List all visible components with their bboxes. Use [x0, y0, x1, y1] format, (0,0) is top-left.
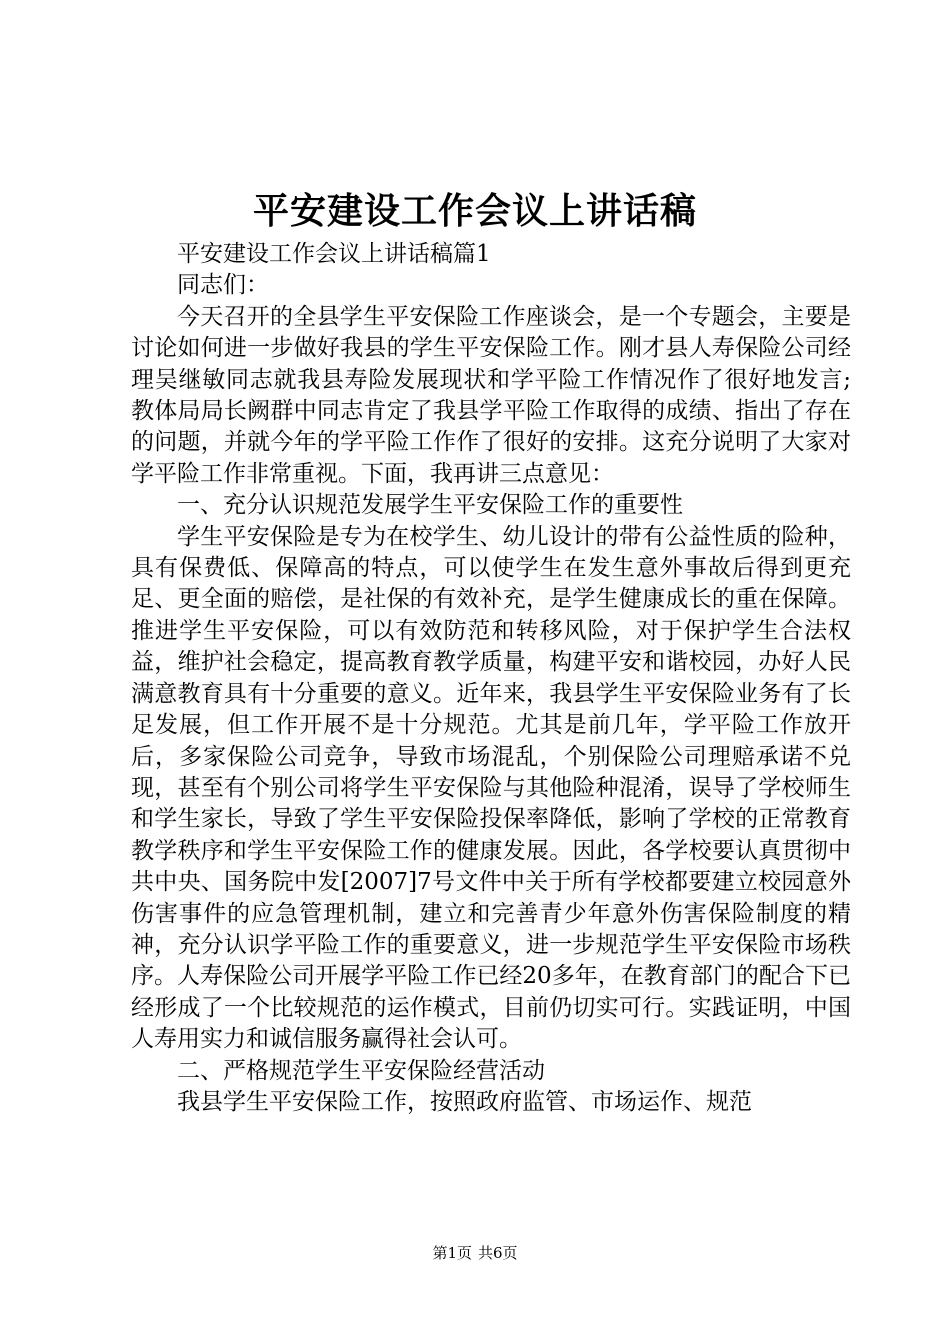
page-total: 共6页: [478, 1244, 518, 1262]
document-body: [131, 239, 851, 1118]
page-footer: [0, 1243, 950, 1263]
body-paragraph: 我县学生平安保险工作，按照政府监管、市场运作、规范: [177, 1088, 752, 1115]
section-heading: 二、严格规范学生平安保险经营活动: [177, 1057, 545, 1084]
subtitle-paragraph: 平安建设工作会议上讲话稿篇1: [177, 241, 491, 267]
body-paragraph: 学生平安保险是专为在校学生、幼儿设计的带有公益性质的险种，具有保费低、保障高的特点，可以使学生在发生意外事故后得到更充足、更全面的赔偿，是社保的有效补充，是学生健康成长的重在保障。推进学生平安保险，可以有效防范和转移风险，对于保护学生合法权益，维护社会稳定，提高教育教学质量，构建平安和谐校园，办好人民满意教育具有十分重要的意义。近年来，我县学生平安保险业务有了长足发展，但工作开展不是十分规范。尤其是前几年，学平险工作放开后，多家保险公司竞争，导致市场混乱，个别保险公司理赔承诺不兑现，甚至有个别公司将学生平安保险与其他险种混淆，误导了学校师生和学生家长，导致了学生平安保险投保率降低，影响了学校的正常教育教学秩序和学生平安保险工作的健康发展。因此，各学校要认真贯彻中共中央、国务院中发[2007]7号文件中关于所有学校都要建立校园意外伤害事件的应急管理机制，建立和完善青少年意外伤害保险制度的精神，充分认识学平险工作的重要意义，进一步规范学生平安保险市场秩序。人寿保险公司开展学平险工作已经20多年，在教育部门的配合下已经形成了一个比较规范的运作模式，目前仍切实可行。实践证明，中国人寿用实力和诚信服务赢得社会认可。: [131, 523, 851, 1053]
document-title: 平安建设工作会议上讲话稿: [252, 190, 697, 232]
salutation-paragraph: 同志们：: [177, 272, 269, 299]
body-paragraph: 今天召开的全县学生平安保险工作座谈会，是一个专题会，主要是讨论如何进一步做好我县的学生平安保险工作。刚才县人寿保险公司经理吴继敏同志就我县寿险发展现状和学平险工作情况作了很好地发言;教体局局长阙群中同志肯定了我县学平险工作取得的成绩、指出了存在的问题，并就今年的学平险工作作了很好的安排。这充分说明了大家对学平险工作非常重视。下面，我再讲三点意见：: [131, 303, 851, 487]
page-number: 第1页: [432, 1244, 472, 1262]
section-heading: 一、充分认识规范发展学生平安保险工作的重要性: [177, 492, 683, 519]
